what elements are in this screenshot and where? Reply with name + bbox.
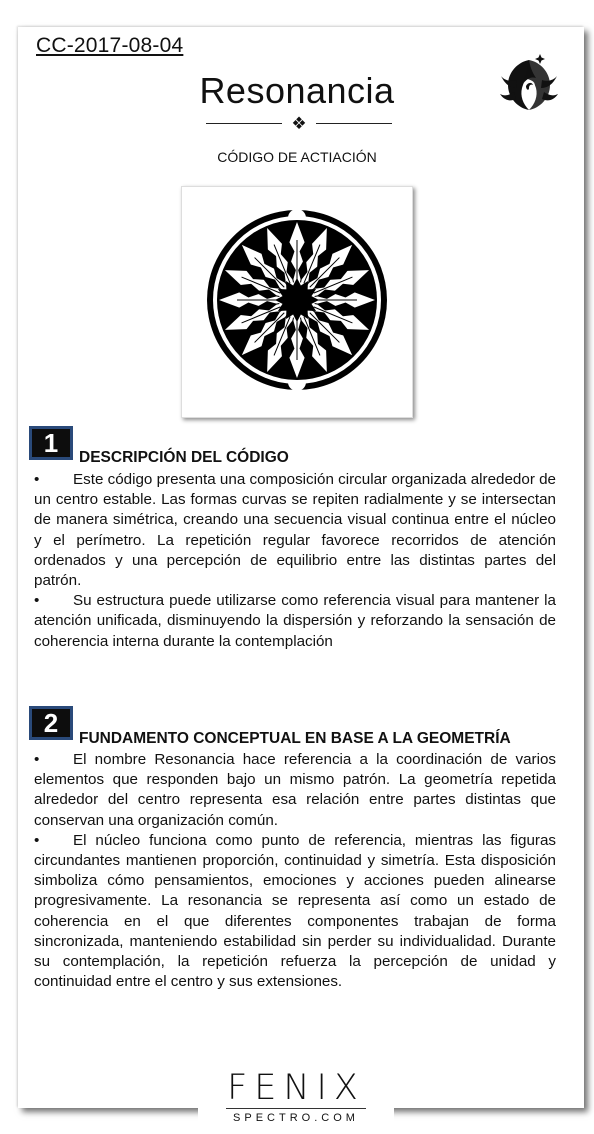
diamond-ornament-icon: ❖ bbox=[291, 114, 307, 133]
bullet-paragraph bbox=[34, 591, 556, 652]
divider-line-right bbox=[316, 123, 392, 124]
mandala-emblem-icon bbox=[182, 187, 412, 417]
paragraph-text: El nombre Resonancia hace referencia a la coordinación de varios elementos que responden bajo un mismo patrón. La geometría repetida alrededor del centro representa esa relación entre partes distintas que conservan una organización común. bbox=[34, 751, 556, 829]
section-title: DESCRIPCIÓN DEL CÓDIGO bbox=[79, 449, 289, 466]
paragraph-text: El núcleo funciona como punto de referencia, mientras las figuras circundantes mantienen proporción, continuidad y simetría. Esta disposición simboliza cómo pensamientos, emociones y acciones pueden alinearse progresivamente. La resonancia se representa así como un estado de coherencia en el que diferentes componentes trabajan de forma sincronizada, manteniendo estabilidad sin perder su individualidad. Durante su contemplación, la repetición refuerza la percepción de unidad y continuidad entre el centro y sus extensiones. bbox=[34, 831, 556, 991]
bullet-icon: • bbox=[34, 751, 40, 768]
paragraph-text: Este código presenta una composición circular organizada alrededor de un centro estable. Las formas curvas se repiten radialmente y se intersectan de manera simétrica, creando una secuencia visual continua entre el núcleo y el perímetro. La repetición regular favorece recorridos de atención ordenados y una percepción de equilibrio entre las distintas partes del patrón. bbox=[34, 471, 556, 590]
code-id: CC-2017-08-04 bbox=[36, 34, 184, 57]
bullet-paragraph bbox=[34, 750, 556, 831]
emblem-frame bbox=[181, 186, 413, 418]
bullet-icon: • bbox=[34, 471, 40, 488]
section-number-badge: 2 bbox=[29, 706, 73, 740]
section-number-badge: 1 bbox=[29, 426, 73, 460]
page-title: Resonancia bbox=[199, 70, 395, 111]
divider-line-left bbox=[206, 123, 282, 124]
bullet-paragraph bbox=[34, 470, 556, 591]
paragraph-text: Su estructura puede utilizarse como referencia visual para mantener la atención unificada, disminuyendo la dispersión y reforzando la sensación de coherencia interna durante la contemplación bbox=[34, 592, 556, 650]
brand-divider bbox=[226, 1108, 366, 1109]
bullet-icon: • bbox=[34, 592, 40, 610]
title-divider bbox=[206, 114, 392, 134]
section-body bbox=[34, 750, 556, 992]
footer-brand bbox=[198, 1064, 394, 1134]
bullet-paragraph bbox=[34, 831, 556, 993]
bullet-icon: • bbox=[34, 831, 40, 849]
brand-name: FENIX bbox=[227, 1068, 365, 1108]
section-title: FUNDAMENTO CONCEPTUAL EN BASE A LA GEOMETRÍA bbox=[79, 730, 511, 747]
section-body bbox=[34, 470, 556, 652]
page-subtitle: CÓDIGO DE ACTIACIÓN bbox=[217, 149, 377, 165]
brand-site: SPECTRO.COM bbox=[233, 1112, 359, 1124]
phoenix-logo-icon bbox=[496, 50, 562, 116]
